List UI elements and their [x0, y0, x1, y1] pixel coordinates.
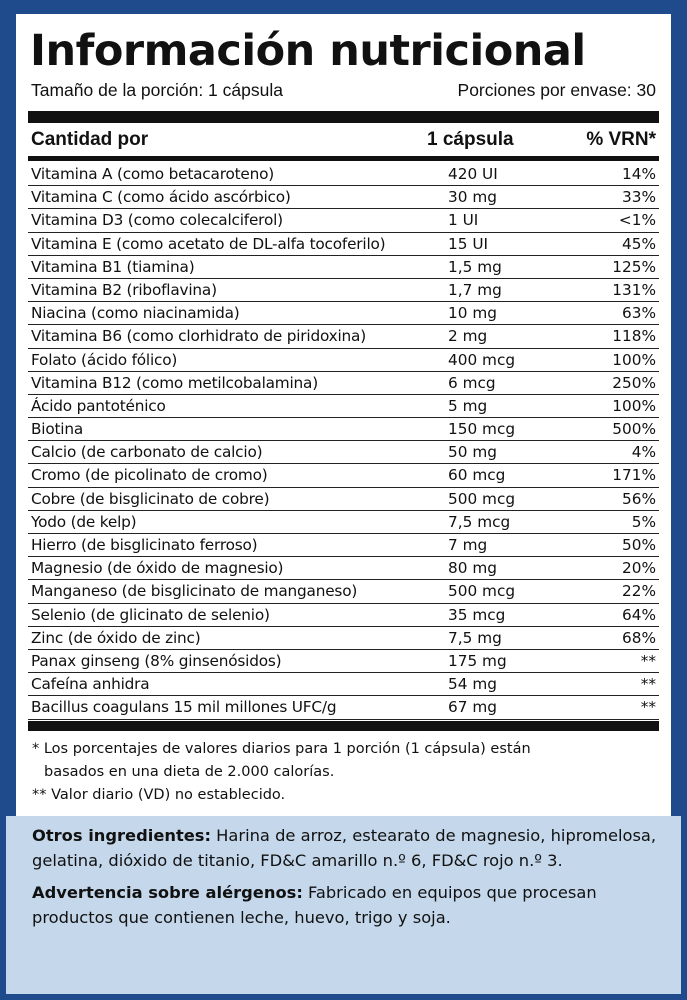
nutrient-name: Vitamina B2 (riboflavina)	[31, 280, 217, 299]
nutrient-row	[28, 464, 659, 487]
nutrient-amount: 60 mcg	[448, 466, 506, 485]
other-ingredients-text: Harina de arroz, estearato de magnesio, hipromelosa, gelatina, dióxido de titanio, FD&C amarillo n.º 6, FD&C rojo n.º 3.	[32, 826, 657, 870]
nutrient-amount: 420 UI	[448, 165, 498, 183]
nutrient-name: Manganeso (de bisglicinato de manganeso)	[31, 582, 358, 601]
nutrient-row	[28, 673, 659, 696]
nutrient-vrn: 125%	[612, 257, 656, 276]
nutrient-amount: 1,7 mg	[448, 280, 502, 299]
nutrient-name: Yodo (de kelp)	[31, 512, 137, 531]
nutrient-amount: 7,5 mcg	[448, 512, 511, 531]
nutrient-row	[28, 349, 659, 372]
table-header	[31, 126, 656, 154]
nutrient-vrn: **	[640, 698, 656, 717]
nutrient-row	[28, 650, 659, 673]
nutrient-name: Cromo (de picolinato de cromo)	[31, 466, 268, 485]
nutrient-row	[28, 325, 659, 348]
nutrient-vrn: **	[640, 675, 656, 694]
nutrient-row	[28, 534, 659, 557]
nutrient-amount: 1 UI	[448, 211, 479, 230]
serving-size: Tamaño de la porción: 1 cápsula	[31, 80, 283, 100]
nutrient-amount: 80 mg	[448, 559, 497, 578]
nutrient-row	[28, 163, 659, 186]
nutrient-amount: 500 mcg	[448, 489, 516, 508]
nutrient-vrn: 45%	[622, 234, 656, 253]
nutrient-name: Biotina	[31, 420, 84, 439]
nutrient-name: Vitamina B12 (como metilcobalamina)	[31, 373, 318, 392]
nutrient-row	[28, 372, 659, 395]
nutrient-amount: 30 mg	[448, 188, 497, 207]
nutrient-row	[28, 279, 659, 302]
header-vrn: % VRN*	[586, 129, 656, 150]
allergen-warning	[32, 881, 667, 930]
nutrient-vrn: 100%	[612, 396, 656, 415]
nutrition-label	[16, 14, 671, 816]
divider-header	[28, 156, 659, 161]
nutrient-vrn: 14%	[622, 165, 656, 183]
nutrient-row	[28, 441, 659, 464]
servings-per-container: Porciones por envase: 30	[457, 80, 656, 100]
nutrient-vrn: 5%	[631, 512, 656, 531]
nutrient-row	[28, 186, 659, 209]
header-amount: Cantidad por	[31, 129, 149, 150]
nutrient-vrn: 500%	[612, 420, 656, 439]
nutrient-amount: 67 mg	[448, 698, 497, 717]
nutrient-name: Vitamina B6 (como clorhidrato de piridoxina)	[31, 327, 366, 346]
nutrient-name: Vitamina E (como acetato de DL-alfa tocoferilo)	[31, 234, 386, 253]
nutrient-name: Niacina (como niacinamida)	[31, 304, 240, 323]
nutrient-vrn: 56%	[622, 489, 656, 508]
nutrient-name: Selenio (de glicinato de selenio)	[31, 605, 270, 624]
nutrient-row	[28, 627, 659, 650]
nutrient-amount: 54 mg	[448, 675, 497, 694]
nutrient-name: Cafeína anhidra	[31, 675, 150, 694]
nutrient-name: Vitamina C (como ácido ascórbico)	[31, 188, 291, 207]
nutrient-row	[28, 418, 659, 441]
nutrient-row	[28, 511, 659, 534]
nutrient-vrn: 4%	[631, 443, 656, 462]
nutrient-row	[28, 488, 659, 511]
nutrient-amount: 5 mg	[448, 396, 488, 415]
allergen-text: Fabricado en equipos que procesan productos que contienen leche, huevo, trigo y soja.	[32, 883, 597, 927]
footnote-line-2: basados en una dieta de 2.000 calorías.	[44, 764, 335, 780]
nutrient-amount: 35 mcg	[448, 605, 506, 624]
nutrient-amount: 50 mg	[448, 443, 497, 462]
nutrient-amount: 175 mg	[448, 651, 507, 670]
nutrient-row	[28, 395, 659, 418]
serving-info	[31, 80, 656, 104]
footnote-line-3: ** Valor diario (VD) no establecido.	[32, 787, 286, 803]
divider-thick-bottom	[28, 721, 659, 731]
other-ingredients-label: Otros ingredientes:	[32, 826, 211, 845]
other-ingredients	[32, 824, 667, 873]
nutrient-amount: 400 mcg	[448, 350, 516, 369]
footnote-line-1: * Los porcentajes de valores diarios para 1 porción (1 cápsula) están	[32, 741, 531, 757]
footnotes	[32, 738, 657, 807]
nutrient-vrn: 118%	[612, 327, 656, 346]
nutrient-name: Panax ginseng (8% ginsenósidos)	[31, 651, 282, 670]
nutrient-row	[28, 209, 659, 232]
nutrient-name: Zinc (de óxido de zinc)	[31, 628, 201, 647]
nutrient-amount: 7 mg	[448, 536, 488, 554]
nutrient-name: Bacillus coagulans 15 mil millones UFC/g	[31, 698, 337, 717]
nutrient-name: Hierro (de bisglicinato ferroso)	[31, 536, 258, 554]
nutrient-vrn: **	[640, 651, 656, 670]
nutrient-amount: 150 mcg	[448, 420, 516, 439]
allergen-label: Advertencia sobre alérgenos:	[32, 883, 303, 902]
nutrient-name: Vitamina D3 (como colecalciferol)	[31, 211, 283, 230]
nutrient-row	[28, 302, 659, 325]
nutrient-vrn: 131%	[612, 280, 656, 299]
nutrient-name: Ácido pantoténico	[31, 396, 166, 415]
nutrient-row	[28, 580, 659, 603]
nutrient-amount: 15 UI	[448, 234, 489, 253]
nutrient-row	[28, 696, 659, 719]
nutrient-amount: 10 mg	[448, 304, 497, 323]
nutrient-vrn: 22%	[622, 582, 656, 601]
nutrient-row	[28, 604, 659, 627]
nutrient-name: Vitamina A (como betacaroteno)	[31, 165, 275, 183]
nutrient-amount: 6 mcg	[448, 373, 496, 392]
nutrient-name: Cobre (de bisglicinato de cobre)	[31, 489, 270, 508]
nutrient-row	[28, 233, 659, 256]
nutrient-amount: 7,5 mg	[448, 628, 502, 647]
nutrient-table	[28, 163, 659, 720]
nutrient-name: Folato (ácido fólico)	[31, 350, 178, 369]
nutrient-vrn: 20%	[622, 559, 656, 578]
header-per-capsule: 1 cápsula	[427, 129, 514, 150]
nutrient-amount: 1,5 mg	[448, 257, 502, 276]
nutrient-vrn: 63%	[622, 304, 656, 323]
divider-thick-top	[28, 111, 659, 123]
nutrient-vrn: 64%	[622, 605, 656, 624]
nutrient-vrn: 100%	[612, 350, 656, 369]
nutrient-row	[28, 557, 659, 580]
nutrient-name: Calcio (de carbonato de calcio)	[31, 443, 263, 462]
nutrient-vrn: 171%	[612, 466, 656, 485]
nutrient-row	[28, 256, 659, 279]
nutrient-vrn: 250%	[612, 373, 656, 392]
nutrient-vrn: 33%	[622, 188, 656, 207]
nutrient-amount: 500 mcg	[448, 582, 516, 601]
ingredients-panel	[6, 816, 681, 994]
nutrient-name: Magnesio (de óxido de magnesio)	[31, 559, 284, 578]
label-title: Información nutricional	[30, 26, 586, 76]
nutrient-amount: 2 mg	[448, 327, 488, 346]
nutrient-name: Vitamina B1 (tiamina)	[31, 257, 195, 276]
nutrient-vrn: 50%	[622, 536, 656, 554]
nutrient-vrn: 68%	[622, 628, 656, 647]
nutrient-vrn: <1%	[618, 211, 656, 230]
